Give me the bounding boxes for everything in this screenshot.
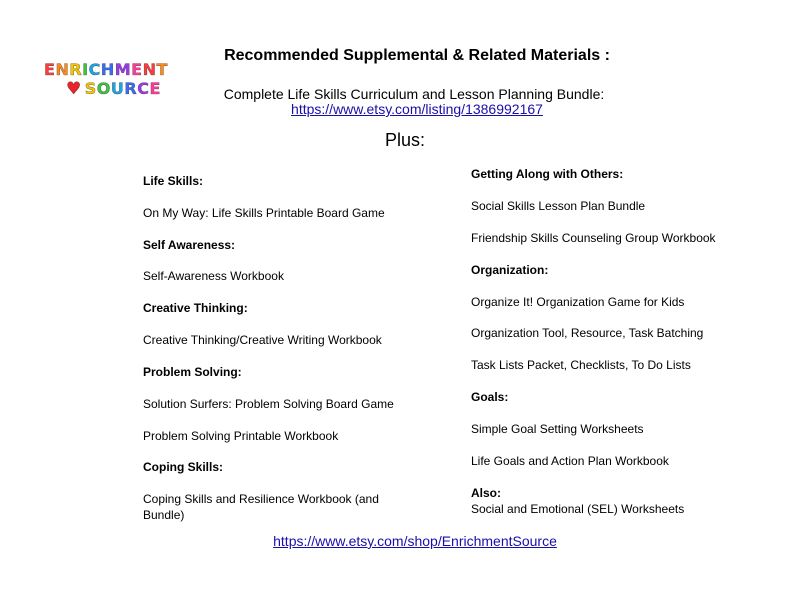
- heart-icon: ♥: [66, 79, 82, 99]
- logo-letter: R: [124, 79, 138, 98]
- list-item: Creative Thinking/Creative Writing Workbook: [143, 333, 382, 347]
- logo-letter: C: [137, 79, 150, 98]
- logo-letter: N: [55, 60, 70, 79]
- list-item: Task Lists Packet, Checklists, To Do Lists: [471, 358, 691, 372]
- logo-letter: I: [82, 60, 89, 79]
- logo-letter: R: [69, 60, 83, 79]
- section-heading: Goals:: [471, 390, 509, 404]
- list-item: Social Skills Lesson Plan Bundle: [471, 199, 646, 213]
- list-item: Coping Skills and Resilience Workbook (and: [143, 492, 379, 506]
- list-item: Organization Tool, Resource, Task Batching: [471, 326, 704, 340]
- section-heading: Also:: [471, 486, 501, 500]
- list-item: Life Goals and Action Plan Workbook: [471, 454, 669, 468]
- list-item: On My Way: Life Skills Printable Board Game: [143, 206, 385, 220]
- bundle-link[interactable]: https://www.etsy.com/listing/1386992167: [291, 101, 543, 117]
- list-item: Bundle): [143, 508, 185, 522]
- logo-letter: H: [100, 60, 115, 79]
- logo-letter: S: [84, 79, 97, 98]
- section-heading: Getting Along with Others:: [471, 167, 624, 181]
- list-item: Organize It! Organization Game for Kids: [471, 295, 685, 309]
- list-item: Friendship Skills Counseling Group Workbook: [471, 231, 716, 245]
- page-title: Recommended Supplemental & Related Materials :: [224, 47, 610, 64]
- section-heading: Life Skills:: [143, 174, 204, 188]
- logo-letter: N: [142, 60, 157, 79]
- logo-letter: M: [114, 60, 132, 79]
- logo-letter: O: [96, 79, 111, 98]
- logo-letter: E: [131, 60, 143, 79]
- logo-letter: C: [88, 60, 101, 79]
- logo-letter: E: [149, 79, 161, 98]
- plus-heading: Plus:: [384, 130, 426, 150]
- section-heading: Coping Skills:: [143, 460, 224, 474]
- section-heading: Self Awareness:: [143, 238, 236, 252]
- list-item: Solution Surfers: Problem Solving Board Game: [143, 397, 394, 411]
- logo-letter: E: [44, 60, 56, 79]
- logo-letter: T: [156, 60, 168, 79]
- list-item: Self-Awareness Workbook: [143, 269, 284, 283]
- list-item: Social and Emotional (SEL) Worksheets: [471, 502, 685, 516]
- logo-letter: U: [110, 79, 125, 98]
- section-heading: Organization:: [471, 263, 549, 277]
- section-heading: Problem Solving:: [143, 365, 242, 379]
- list-item: Problem Solving Printable Workbook: [143, 429, 339, 443]
- section-heading: Creative Thinking:: [143, 301, 248, 315]
- shop-link[interactable]: https://www.etsy.com/shop/EnrichmentSource: [273, 533, 557, 549]
- bundle-label: Complete Life Skills Curriculum and Lesson Planning Bundle:: [223, 86, 605, 102]
- list-item: Simple Goal Setting Worksheets: [471, 422, 644, 436]
